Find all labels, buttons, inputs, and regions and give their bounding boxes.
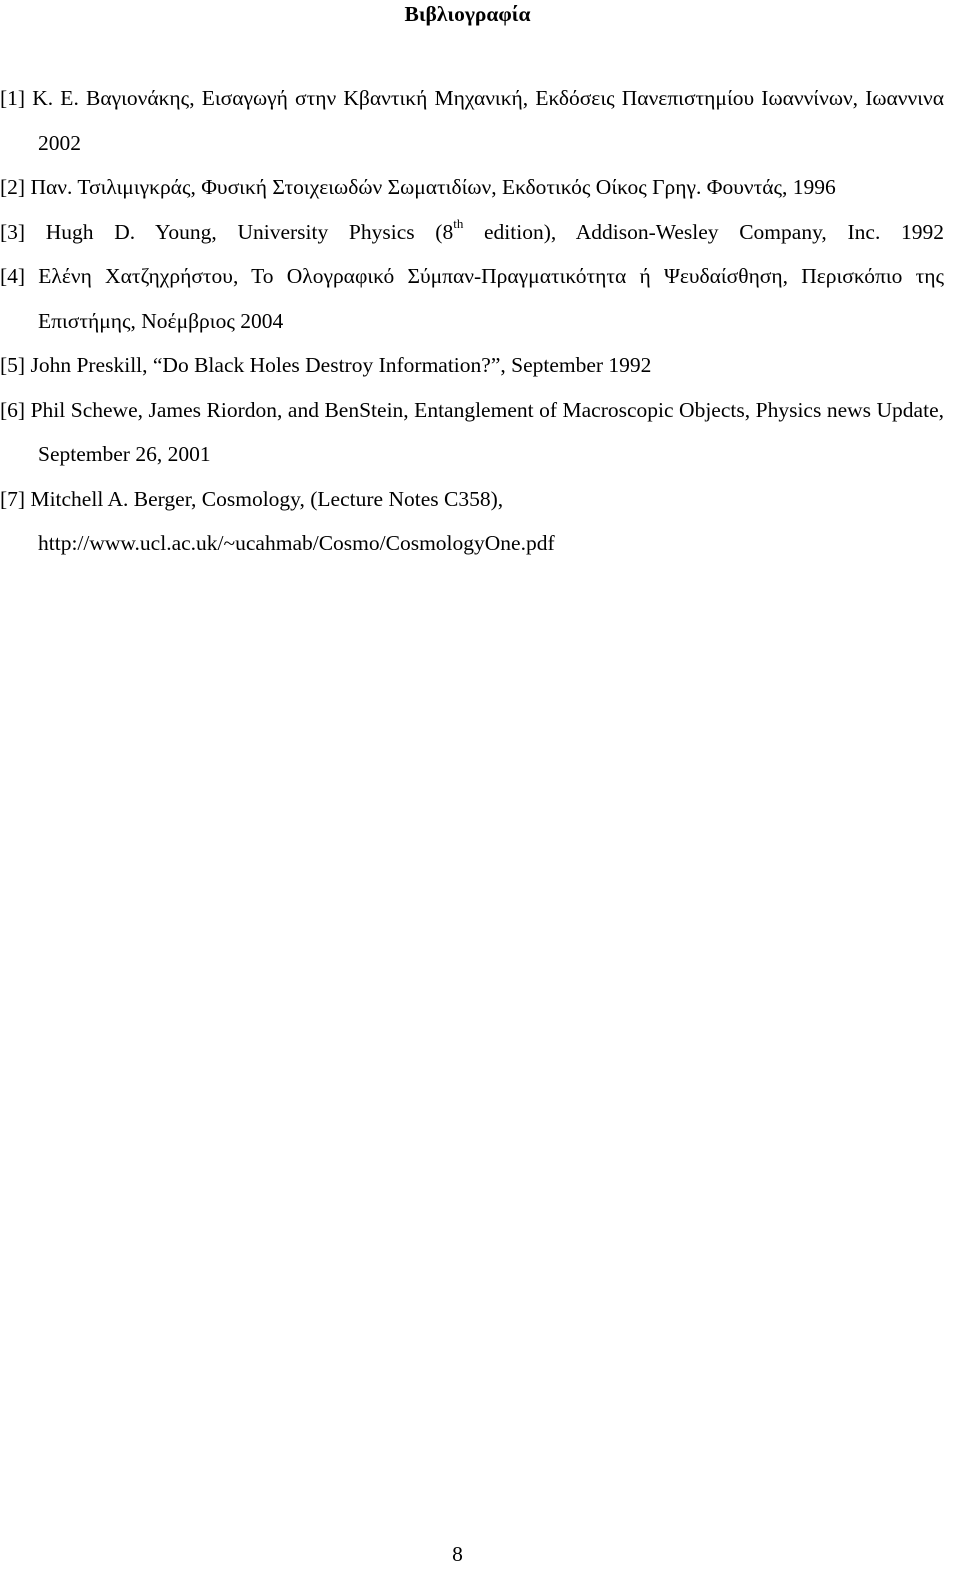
reference-text-part1: Hugh D. Young, University Physics (8 [45,219,454,244]
reference-text: Κ. Ε. Βαγιονάκης, Εισαγωγή στην Κβαντική Μηχανική, Εκδόσεις Πανεπιστημίου Ιωαννίνων, Ιωαννινα 2002 [32,86,945,155]
reference-item-2 [0,165,944,210]
reference-item-3 [0,210,944,255]
reference-item-1 [0,76,944,165]
reference-item-4 [0,254,944,343]
reference-number: [7] [0,486,26,511]
reference-item-5 [0,343,944,388]
reference-number: [4] [0,264,26,288]
reference-item-7 [0,477,944,566]
reference-number: [5] [0,353,26,377]
reference-text: John Preskill, “Do Black Holes Destroy Information?”, September 1992 [30,353,652,377]
reference-list [0,76,944,566]
page-number: 8 [452,1542,463,1566]
reference-url-link[interactable]: http://www.ucl.ac.uk/~ucahmab/Cosmo/CosmologyOne.pdf [38,531,555,555]
page-title: Βιβλιογραφία [404,2,531,26]
reference-number: [3] [0,219,26,244]
reference-superscript: th [453,216,464,232]
reference-text: Παν. Τσιλιμιγκράς, Φυσική Στοιχειωδών Σωματιδίων, Εκδοτικός Οίκος Γρηγ. Φουντάς, 1996 [30,175,836,199]
reference-text: Phil Schewe, James Riordon, and BenStein, Entanglement of Macroscopic Objects, Physics news Update, September 26, 2001 [30,397,944,466]
reference-text: Ελένη Χατζηχρήστου, Το Ολογραφικό Σύμπαν-Πραγματικότητα ή Ψευδαίσθηση, Περισκόπιο της Επιστήμης, Νοέμβριος 2004 [38,264,944,333]
reference-number: [6] [0,397,26,422]
reference-text: Mitchell A. Berger, Cosmology, (Lecture Notes C358), [30,486,504,511]
reference-number: [1] [0,86,26,110]
reference-text-part2: edition), Addison-Wesley Company, Inc. 1992 [463,219,944,244]
reference-number: [2] [0,175,26,199]
reference-item-6 [0,388,944,477]
